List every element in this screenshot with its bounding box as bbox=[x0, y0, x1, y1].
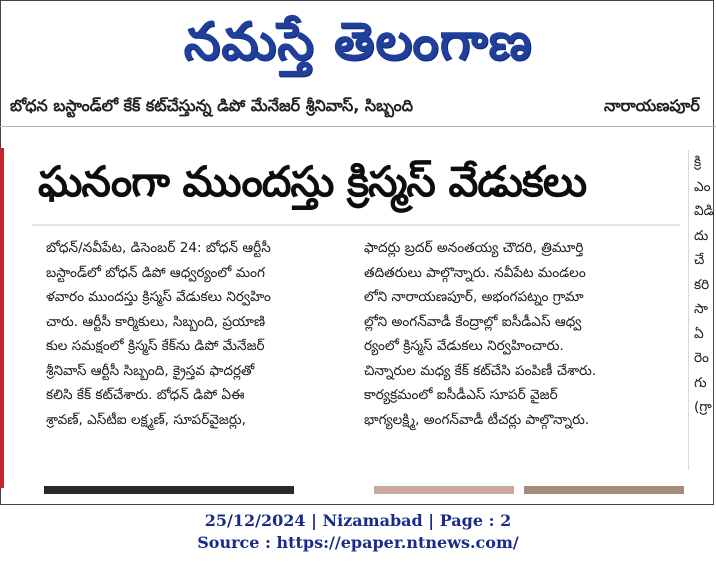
footer-date: 25/12/2024 bbox=[204, 511, 306, 530]
footer-page: Page : 2 bbox=[439, 511, 512, 530]
article-line: లోని నారాయణపూర్, అభంగపట్నం గ్రామా bbox=[364, 289, 584, 305]
adjacent-article-line: ఎం bbox=[694, 178, 711, 195]
footer-edition: Nizamabad bbox=[322, 511, 423, 530]
adjacent-article-column bbox=[694, 150, 716, 450]
headline-rule bbox=[32, 224, 680, 226]
photo-caption-strip bbox=[0, 96, 716, 120]
article-line: శ్రీనివాస్ ఆర్టీసీ సిబ్బంది, క్రైస్తవ ఫాదర్లతో bbox=[46, 362, 255, 379]
footer-separator: | bbox=[428, 511, 435, 530]
newspaper-logo: నమస్తే తెలంగాణ bbox=[183, 12, 533, 72]
adjacent-caption: నారాయణపూర్ bbox=[604, 96, 700, 115]
article-column-2 bbox=[364, 236, 670, 432]
clipping-footer bbox=[0, 506, 716, 554]
adjacent-article-line: విడి bbox=[694, 203, 714, 219]
article-column-1 bbox=[46, 236, 346, 432]
adjacent-article-line: (గ్రా bbox=[694, 399, 712, 415]
article-line: బోధన్/నవీపేట, డిసెంబర్ 24: బోధన్ ఆర్టీసీ bbox=[46, 240, 271, 256]
footer-source-line bbox=[0, 532, 716, 554]
article-headline: ఘనంగా ముందస్తు క్రిస్మస్ వేడుకలు bbox=[38, 157, 587, 206]
article-line: తదితరులు పాల్గొన్నారు. నవీపేట మండలం bbox=[364, 264, 586, 281]
article-accent-bar bbox=[0, 148, 4, 488]
masthead bbox=[0, 0, 716, 88]
adjacent-article-line: సా bbox=[694, 301, 709, 317]
article-line: కార్యక్రమంలో ఐసీడీఎస్ సూపర్ వైజర్ bbox=[364, 387, 558, 403]
adjacent-article-line: కరి bbox=[694, 276, 710, 293]
photo-caption: బోధన బస్టాండ్‌లో కేక్ కట్‌చేస్తున్న డిపో మేనేజర్ శ్రీనివాస్, సిబ్బంది bbox=[10, 96, 413, 115]
footer-separator: | bbox=[311, 511, 317, 530]
article-line: భాగ్యలక్ష్మి, అంగన్‌వాడీ టీచర్లు పాల్గొన్నారు. bbox=[364, 411, 590, 428]
column-rule bbox=[688, 150, 689, 470]
footer-source-label: Source : bbox=[197, 533, 271, 552]
adjacent-article-line: గు bbox=[694, 374, 707, 391]
article-line: ఫాదర్లు బ్రదర్ అనంతయ్య చౌదరి, త్రిమూర్తి bbox=[364, 240, 584, 256]
caption-divider bbox=[0, 126, 716, 127]
adjacent-article-line: దు bbox=[694, 227, 709, 244]
photo-edge-1 bbox=[44, 486, 294, 494]
adjacent-article-line: రెం bbox=[694, 350, 709, 366]
article-line: ర్యంలో క్రిస్మస్ వేడుకలు నిర్వహించారు. bbox=[364, 338, 564, 354]
footer-source-url[interactable]: https://epaper.ntnews.com/ bbox=[276, 533, 519, 552]
article-line: చిన్నారుల మధ్య కేక్ కట్‌చేసి పంపిణీ చేశారు. bbox=[364, 362, 597, 379]
article-line: ల్లోని అంగన్‌వాడీ కేంద్రాల్లో ఐసీడీఎస్ ఆధ్వ bbox=[364, 313, 582, 330]
article-line: బస్టాండ్‌లో బోధన్ డిపో ఆధ్వర్యంలో మంగ bbox=[46, 264, 265, 281]
article-line: కలిసి కేక్ కట్‌చేశారు. బోధన్ డిపో ఏఈ bbox=[46, 387, 245, 403]
adjacent-article-line: ఏ bbox=[694, 325, 704, 342]
article-line: కుల సమక్షంలో క్రిస్మస్ కేక్‌ను డిపో మేనేజర్ bbox=[46, 338, 265, 354]
article-line: చారు. ఆర్టీసీ కార్మికులు, సిబ్బంది, ప్రయాణి bbox=[46, 313, 266, 330]
article-line: ళవారం ముందస్తు క్రిస్మస్ వేడుకలు నిర్వహిం bbox=[46, 289, 271, 305]
footer-edition-line bbox=[0, 510, 716, 532]
photo-edge-2 bbox=[374, 486, 514, 494]
adjacent-article-line: చే bbox=[694, 252, 705, 268]
adjacent-article-line: క్రి bbox=[694, 154, 702, 170]
photo-strip bbox=[4, 486, 708, 494]
article-line: శ్రావణ్, ఎస్‌టీఐ లక్ష్మణ్, సూపర్‌వైజర్లు, bbox=[46, 411, 246, 428]
photo-edge-3 bbox=[524, 486, 684, 494]
